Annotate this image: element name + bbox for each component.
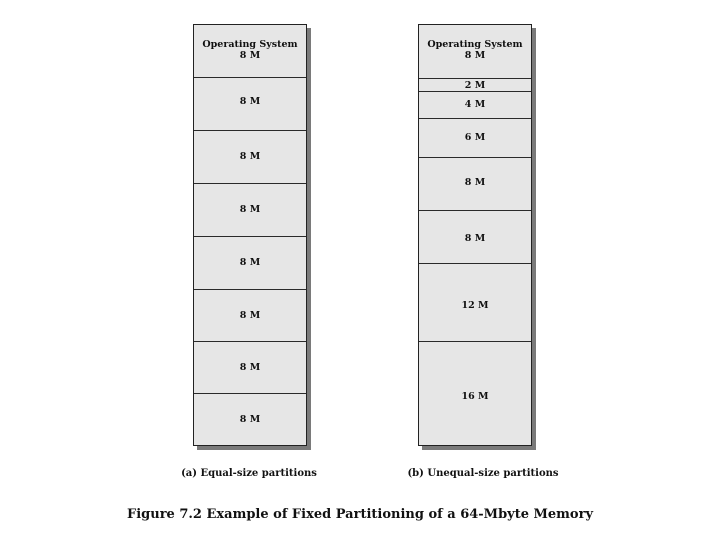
partition-size-label: 8 M (239, 151, 261, 162)
os-title: Operating System (202, 39, 298, 50)
equal-partition-6 (194, 341, 306, 393)
partition-size-label: 12 M (461, 300, 489, 311)
partition-size-label: 6 M (464, 132, 486, 143)
equal-partition-2 (194, 130, 306, 183)
partition-size-label: 8 M (239, 96, 261, 107)
unequal-partition-4 (419, 157, 531, 210)
unequal-partition-6 (419, 263, 531, 341)
unequal-partition-3 (419, 118, 531, 157)
partition-size-label: 2 M (464, 80, 486, 91)
os-size: 8 M (464, 50, 486, 61)
equal-size-caption: (a) Equal-size partitions (181, 468, 317, 479)
unequal-size-memory-column (418, 24, 532, 446)
equal-partition-5 (194, 289, 306, 341)
os-partition (419, 25, 531, 78)
equal-partition-4 (194, 236, 306, 289)
unequal-partition-7 (419, 341, 531, 445)
partition-size-label: 8 M (464, 233, 486, 244)
partition-size-label: 16 M (461, 391, 489, 402)
partition-size-label: 8 M (239, 257, 261, 268)
unequal-size-caption: (b) Unequal-size partitions (407, 468, 559, 479)
unequal-partition-2 (419, 91, 531, 118)
unequal-partition-5 (419, 210, 531, 263)
os-size: 8 M (239, 50, 261, 61)
partition-size-label: 8 M (239, 362, 261, 373)
equal-partition-7 (194, 393, 306, 445)
figure-caption: Figure 7.2 Example of Fixed Partitioning of a 64-Mbyte Memory (126, 507, 594, 522)
equal-partition-1 (194, 77, 306, 130)
partition-size-label: 8 M (464, 177, 486, 188)
os-partition (194, 25, 306, 77)
partition-size-label: 8 M (239, 414, 261, 425)
unequal-partition-1 (419, 78, 531, 91)
equal-partition-3 (194, 183, 306, 236)
os-title: Operating System (427, 39, 523, 50)
equal-size-memory-column (193, 24, 307, 446)
partition-size-label: 8 M (239, 310, 261, 321)
partition-size-label: 4 M (464, 99, 486, 110)
partition-size-label: 8 M (239, 204, 261, 215)
